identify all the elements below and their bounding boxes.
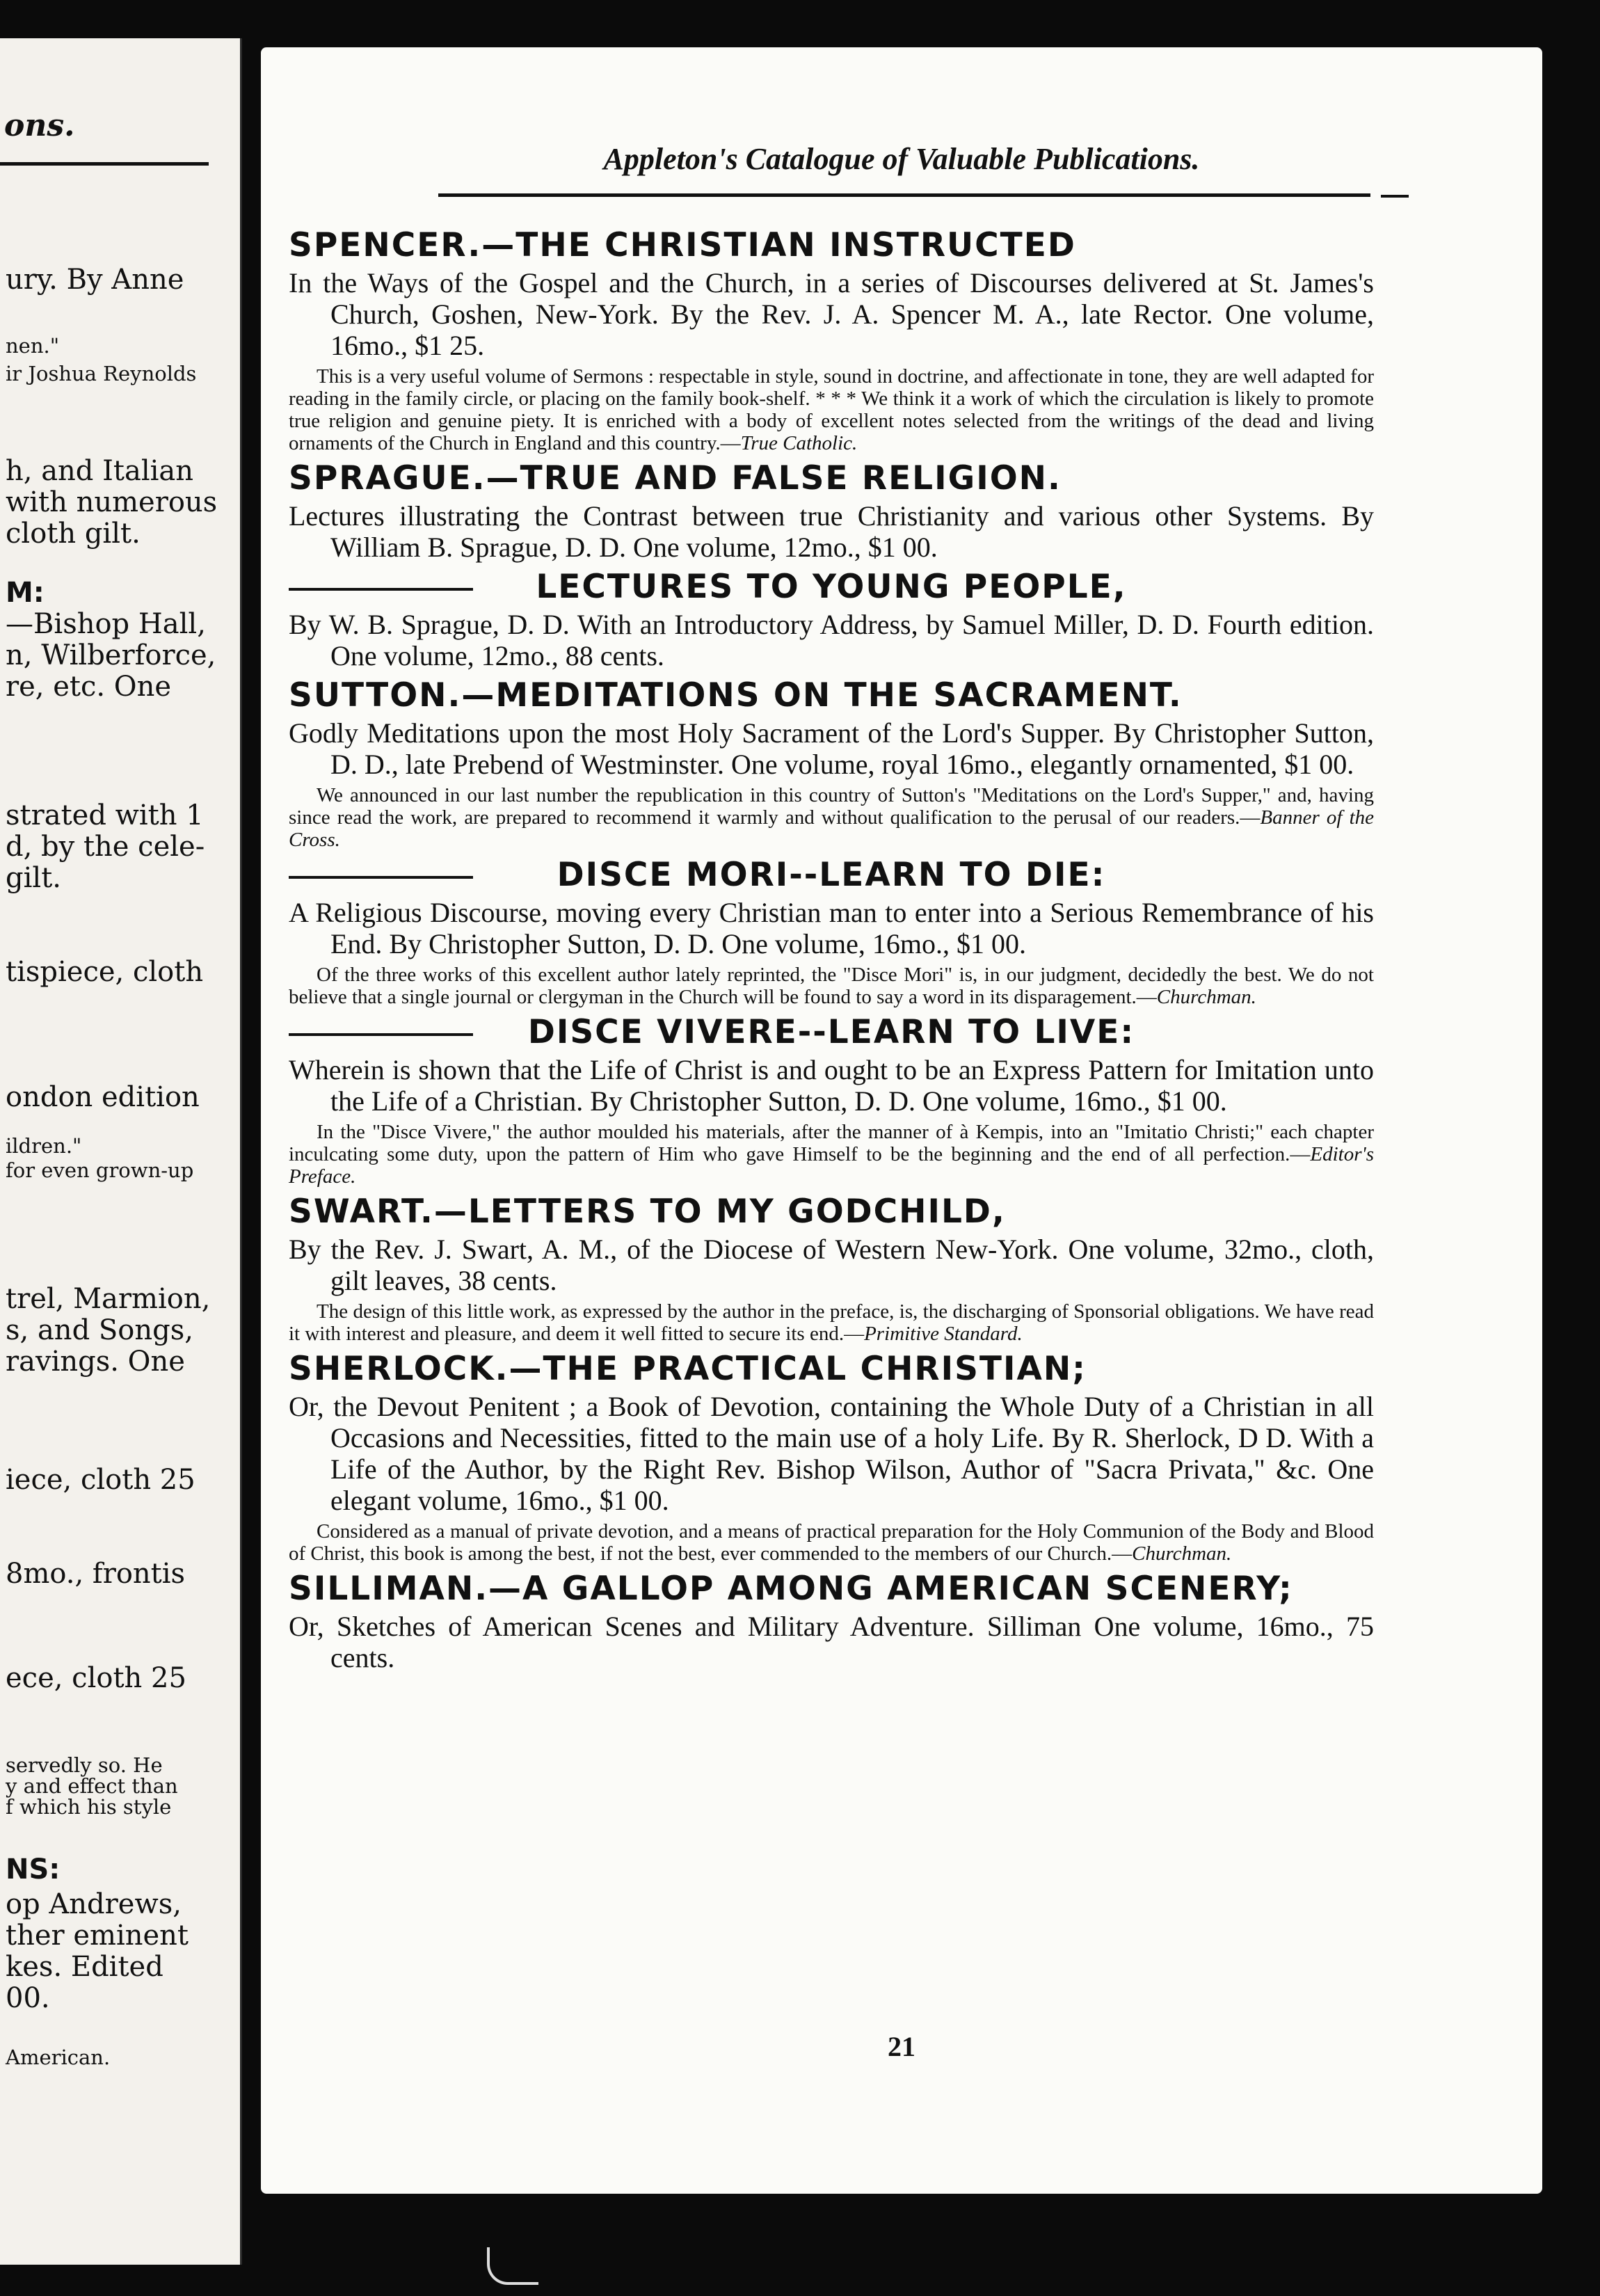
sub-heading (289, 855, 1374, 895)
left-page-line: —Bishop Hall, (6, 608, 206, 640)
catalogue-entry (289, 567, 1374, 671)
catalogue-entry (289, 1349, 1374, 1565)
left-page-line: ir Joshua Reynolds (6, 362, 197, 385)
catalogue-page (261, 47, 1542, 2194)
left-page-line: ravings. One (6, 1346, 185, 1378)
review-source: Banner of the Cross. (289, 806, 1374, 851)
left-page-line: ury. By Anne (6, 264, 184, 296)
catalogue-entry (289, 1192, 1374, 1345)
left-page-line: NS: (6, 1853, 61, 1886)
left-page-rule (0, 162, 209, 166)
left-page-line: cloth gilt. (6, 518, 141, 550)
entry-heading: SPENCER.—THE CHRISTIAN INSTRUCTED (289, 226, 1076, 264)
left-page-line: servedly so. He (6, 1753, 163, 1777)
left-page-line: kes. Edited (6, 1951, 163, 1983)
review-source: Churchman. (1132, 1542, 1232, 1565)
review-quote (289, 964, 1374, 1008)
review-quote (289, 1121, 1374, 1188)
entry-heading: SWART.—LETTERS TO MY GODCHILD, (289, 1193, 1006, 1231)
catalogue-entry (289, 676, 1374, 851)
entry-description: Lectures illustrating the Contrast between true Christianity and various other Systems. By William B. Sprague, D. D. One volume, 12mo., $1 00. (289, 500, 1374, 563)
running-head: Appleton's Catalogue of Valuable Publications. (603, 142, 1200, 176)
entry-heading: SHERLOCK.—THE PRACTICAL CHRISTIAN; (289, 1350, 1087, 1388)
left-page-line: y and effect than (6, 1774, 178, 1798)
left-page-line: ther eminent (6, 1920, 189, 1952)
review-text: The design of this little work, as expressed by the author in the preface, is, the discharging of Sponsorial obligations. We have read it with interest and pleasure, and deem it well fitted to secure its end.— (289, 1300, 1374, 1345)
left-page-line: op Andrews, (6, 1888, 182, 1920)
left-facing-page (0, 38, 242, 2265)
review-text: This is a very useful volume of Sermons : respectable in style, sound in doctrine, and affectionate in tone, they are well adapted for reading in the family circle, or placing on the family book-shelf. * * * We think it a work of which the circulation is likely to promote true religion and genuine piety. It is enriched with a body of excellent notes selected from the writings of the dead and living ornaments of the Church in England and this country.— (289, 365, 1374, 454)
left-page-line: iece, cloth 25 (6, 1464, 195, 1496)
left-page-line: 00. (6, 1982, 50, 2014)
review-quote (289, 1520, 1374, 1565)
catalogue-entries (289, 221, 1374, 1677)
catalogue-entry (289, 459, 1374, 563)
left-page-line: ece, cloth 25 (6, 1662, 186, 1694)
entry-description: Wherein is shown that the Life of Christ is and ought to be an Express Pattern for Imitation unto the Life of a Christian. By Christopher Sutton, D. D. One volume, 16mo., $1 00. (289, 1054, 1374, 1117)
left-page-header: ons. (4, 108, 75, 143)
catalogue-entry (289, 855, 1374, 1008)
left-page-line: for even grown-up (6, 1158, 194, 1182)
binding-mark (487, 2247, 538, 2285)
page-number: 21 (888, 2031, 915, 2062)
review-source: True Catholic. (740, 432, 858, 454)
left-page-line: nen." (6, 334, 60, 358)
review-quote (289, 784, 1374, 851)
review-text: Of the three works of this excellent author lately reprinted, the "Disce Mori" is, in our judgment, decidedly the best. We do not believe that a single journal or clergyman in the Church will be found to say a word in its disparagement.— (289, 964, 1374, 1008)
left-page-line: d, by the cele- (6, 831, 205, 863)
left-page-line: 8mo., frontis (6, 1558, 186, 1590)
left-page-line: with numerous (6, 486, 218, 518)
sub-heading (289, 1012, 1374, 1053)
left-page-line: s, and Songs, (6, 1314, 193, 1346)
heading-dash (289, 876, 473, 879)
entry-description: Or, Sketches of American Scenes and Military Adventure. Silliman One volume, 16mo., 75 cents. (289, 1611, 1374, 1673)
entry-description: A Religious Discourse, moving every Christian man to enter into a Serious Remembrance of his End. By Christopher Sutton, D. D. One volume, 16mo., $1 00. (289, 897, 1374, 959)
catalogue-entry (289, 225, 1374, 454)
entry-heading: SPRAGUE.—TRUE AND FALSE RELIGION. (289, 459, 1062, 497)
heading-dash (289, 588, 473, 591)
left-page-line: gilt. (6, 862, 61, 894)
left-page-line: ondon edition (6, 1081, 200, 1113)
entry-description: In the Ways of the Gospel and the Church, in a series of Discourses delivered at St. James's Church, Goshen, New-York. By the Rev. J. A. Spencer M. A., late Rector. One volume, 16mo., $1 25. (289, 267, 1374, 361)
left-page-line: n, Wilberforce, (6, 639, 216, 671)
catalogue-entry (289, 1012, 1374, 1188)
left-page-line: strated with 1 (6, 799, 204, 831)
catalogue-entry (289, 1569, 1374, 1673)
entry-description: Godly Meditations upon the most Holy Sacrament of the Lord's Supper. By Christopher Sutton, D. D., late Prebend of Westminster. One volume, royal 16mo., elegantly ornamented, $1 00. (289, 717, 1374, 780)
entry-description: Or, the Devout Penitent ; a Book of Devotion, containing the Whole Duty of a Christian in all Occasions and Necessities, fitted to the main use of a holy Life. By R. Sherlock, D D. With a Life of the Author, by the Right Rev. Bishop Wilson, Author of "Sacra Privata," &c. One elegant volume, 16mo., $1 00. (289, 1391, 1374, 1516)
review-quote (289, 365, 1374, 454)
review-text: Considered as a manual of private devotion, and a means of practical preparation for the Holy Communion of the Body and Blood of Christ, this book is among the best, if not the best, ever commended to the members of our Church.— (289, 1520, 1374, 1565)
left-page-line: M: (6, 577, 45, 609)
review-source: Editor's Preface. (289, 1143, 1374, 1188)
sub-heading (289, 567, 1374, 607)
left-page-line: American. (6, 2046, 111, 2069)
heading-dash (289, 1033, 473, 1036)
left-page-line: trel, Marmion, (6, 1283, 211, 1315)
review-source: Primitive Standard. (864, 1323, 1023, 1345)
left-page-line: tispiece, cloth (6, 956, 204, 988)
left-page-line: h, and Italian (6, 455, 194, 487)
running-head-rule (438, 193, 1370, 197)
entry-description: By the Rev. J. Swart, A. M., of the Diocese of Western New-York. One volume, 32mo., cloth, gilt leaves, 38 cents. (289, 1234, 1374, 1296)
left-page-line: ildren." (6, 1134, 82, 1158)
sub-heading-text: DISCE VIVERE--LEARN TO LIVE: (527, 1013, 1135, 1051)
left-page-line: re, etc. One (6, 671, 172, 703)
review-source: Churchman. (1156, 986, 1256, 1008)
running-head-rule-tail (1381, 195, 1409, 198)
sub-heading-text: DISCE MORI--LEARN TO DIE: (557, 856, 1106, 894)
review-text: In the "Disce Vivere," the author moulded his materials, after the manner of à Kempis, into an "Imitatio Christi;" each chapter inculcating some duty, upon the pattern of Him who gave Himself to be the beginning and the end of all perfection.— (289, 1121, 1374, 1165)
review-quote (289, 1300, 1374, 1345)
entry-heading: SILLIMAN.—A GALLOP AMONG AMERICAN SCENERY; (289, 1570, 1293, 1608)
entry-description: By W. B. Sprague, D. D. With an Introductory Address, by Samuel Miller, D. D. Fourth edition. One volume, 12mo., 88 cents. (289, 609, 1374, 671)
left-page-line: f which his style (6, 1795, 172, 1819)
entry-heading: SUTTON.—MEDITATIONS ON THE SACRAMENT. (289, 676, 1183, 715)
review-text: We announced in our last number the republication in this country of Sutton's "Meditations on the Lord's Supper," and, having since read the work, are prepared to recommend it warmly and without qualification to the perusal of our readers.— (289, 784, 1374, 829)
sub-heading-text: LECTURES TO YOUNG PEOPLE, (536, 568, 1127, 606)
